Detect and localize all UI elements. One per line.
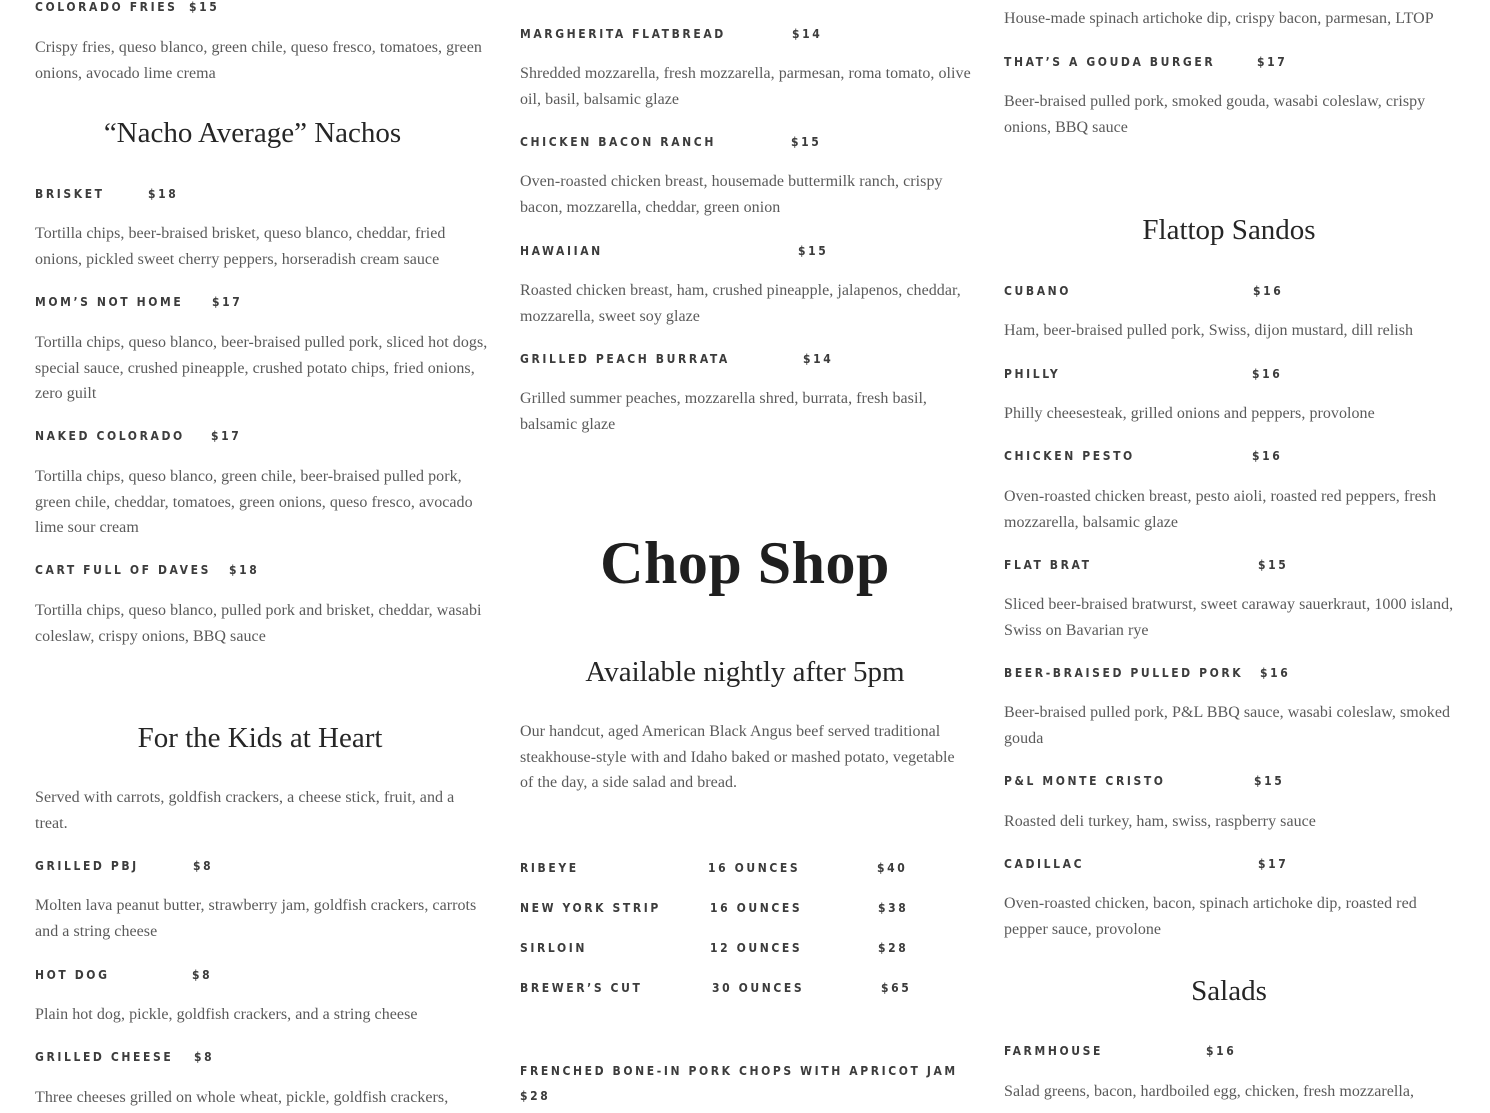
item-description: Oven-roasted chicken breast, housemade buttermilk ranch, crispy bacon, mozzarella, cheddar, green onion <box>520 173 943 216</box>
item-description: Grilled summer peaches, mozzarella shred, burrata, fresh basil, balsamic glaze <box>520 390 927 433</box>
item-name: GRILLED PEACH BURRATA <box>520 352 730 366</box>
item-price: $17 <box>211 429 242 443</box>
item-name: FRENCHED BONE-IN PORK CHOPS WITH APRICOT JAM <box>520 1064 958 1078</box>
item-name: CART FULL OF DAVES <box>35 563 211 577</box>
steak-name: RIBEYE <box>520 861 579 875</box>
section-heading-salads: Salads <box>1191 975 1267 1007</box>
item-name: NAKED COLORADO <box>35 429 185 443</box>
item-description: Molten lava peanut butter, strawberry jam, goldfish crackers, carrots and a string cheese <box>35 897 477 940</box>
item-price: $14 <box>803 352 834 366</box>
item-price: $15 <box>791 135 822 149</box>
item-description: Oven-roasted chicken breast, pesto aioli, roasted red peppers, fresh mozzarella, balsamic glaze <box>1004 488 1437 531</box>
item-price: $17 <box>212 295 243 309</box>
item-price: $15 <box>1258 558 1289 572</box>
item-description: Roasted deli turkey, ham, swiss, raspberry sauce <box>1004 813 1316 830</box>
item-name: CHICKEN PESTO <box>1004 449 1135 463</box>
item-description: House-made spinach artichoke dip, crispy bacon, parmesan, LTOP <box>1004 10 1434 27</box>
item-description: Tortilla chips, beer-braised brisket, queso blanco, cheddar, fried onions, pickled sweet cherry peppers, horseradish cream sauce <box>35 225 446 268</box>
item-price: $15 <box>189 0 220 14</box>
item-description: Salad greens, bacon, hardboiled egg, chicken, fresh mozzarella, <box>1004 1083 1415 1100</box>
item-description: Shredded mozzarella, fresh mozzarella, parmesan, roma tomato, olive oil, basil, balsamic glaze <box>520 65 971 108</box>
item-price: $17 <box>1258 857 1289 871</box>
section-heading-nachos: “Nacho Average” Nachos <box>103 117 402 149</box>
item-price: $28 <box>520 1089 551 1103</box>
item-name: BEER-BRAISED PULLED PORK <box>1004 666 1244 680</box>
item-price: $18 <box>229 563 260 577</box>
item-name: HAWAIIAN <box>520 244 603 258</box>
item-name: GRILLED PBJ <box>35 859 139 873</box>
item-description: Oven-roasted chicken, bacon, spinach artichoke dip, roasted red pepper sauce, provolone <box>1004 895 1417 938</box>
item-price: $16 <box>1252 367 1283 381</box>
item-name: P&L MONTE CRISTO <box>1004 774 1166 788</box>
section-heading-kids: For the Kids at Heart <box>137 722 383 754</box>
item-description: Tortilla chips, queso blanco, beer-braised pulled pork, sliced hot dogs, special sauce, crushed pineapple, crushed potato chips, fried onions, zero guilt <box>35 334 488 403</box>
item-description: Tortilla chips, queso blanco, pulled pork and brisket, cheddar, wasabi coleslaw, crispy onions, BBQ sauce <box>35 602 482 645</box>
section-heading-flattop-sandos: Flattop Sandos <box>1142 214 1316 246</box>
item-description: Tortilla chips, queso blanco, green chile, beer-braised pulled pork, green chile, cheddar, tomatoes, green onions, queso fresco, avocado lime sour cream <box>35 468 473 537</box>
item-price: $16 <box>1253 284 1284 298</box>
item-description: Sliced beer-braised bratwurst, sweet caraway sauerkraut, 1000 island, Swiss on Bavarian rye <box>1004 596 1454 639</box>
item-name: THAT’S A GOUDA BURGER <box>1004 55 1216 69</box>
item-price: $8 <box>193 859 214 873</box>
item-price: $15 <box>798 244 829 258</box>
steak-price: $28 <box>878 941 909 955</box>
item-description: Plain hot dog, pickle, goldfish crackers, and a string cheese <box>35 1006 418 1023</box>
item-name: GRILLED CHEESE <box>35 1050 174 1064</box>
item-description: Philly cheesesteak, grilled onions and peppers, provolone <box>1004 405 1375 422</box>
section-intro-kids: Served with carrots, goldfish crackers, a cheese stick, fruit, and a treat. <box>35 789 455 832</box>
item-name: COLORADO FRIES <box>35 0 178 14</box>
item-name: MARGHERITA FLATBREAD <box>520 27 726 41</box>
steak-price: $40 <box>877 861 908 875</box>
item-price: $15 <box>1254 774 1285 788</box>
steak-size: 30 OUNCES <box>712 981 805 995</box>
section-intro-chop-shop: Our handcut, aged American Black Angus beef served traditional steakhouse-style with and Idaho baked or mashed potato, vegetable of the day, a side salad and bread. <box>520 723 955 792</box>
item-name: CHICKEN BACON RANCH <box>520 135 716 149</box>
item-description: Roasted chicken breast, ham, crushed pineapple, jalapenos, cheddar, mozzarella, sweet soy glaze <box>520 282 961 325</box>
item-price: $16 <box>1252 449 1283 463</box>
item-price: $16 <box>1206 1044 1237 1058</box>
item-name: HOT DOG <box>35 968 110 982</box>
item-name: PHILLY <box>1004 367 1061 381</box>
item-description: Crispy fries, queso blanco, green chile, queso fresco, tomatoes, green onions, avocado lime crema <box>35 39 482 82</box>
item-price: $16 <box>1260 666 1291 680</box>
section-title-chop-shop: Chop Shop <box>600 530 890 596</box>
steak-price: $65 <box>881 981 912 995</box>
item-name: BRISKET <box>35 187 105 201</box>
item-price: $18 <box>148 187 179 201</box>
item-description: Beer-braised pulled pork, smoked gouda, wasabi coleslaw, crispy onions, BBQ sauce <box>1004 93 1426 136</box>
item-description: Ham, beer-braised pulled pork, Swiss, dijon mustard, dill relish <box>1004 322 1414 339</box>
item-description: Three cheeses grilled on whole wheat, pickle, goldfish crackers, <box>35 1089 449 1106</box>
item-price: $17 <box>1257 55 1288 69</box>
item-price: $14 <box>792 27 823 41</box>
item-name: FARMHOUSE <box>1004 1044 1103 1058</box>
steak-size: 16 OUNCES <box>708 861 801 875</box>
steak-price: $38 <box>878 901 909 915</box>
steak-name: BREWER’S CUT <box>520 981 643 995</box>
item-name: CUBANO <box>1004 284 1072 298</box>
steak-size: 12 OUNCES <box>710 941 803 955</box>
item-name: CADILLAC <box>1004 857 1085 871</box>
item-description: Beer-braised pulled pork, P&L BBQ sauce, wasabi coleslaw, smoked gouda <box>1004 704 1451 747</box>
item-price: $8 <box>192 968 213 982</box>
steak-size: 16 OUNCES <box>710 901 803 915</box>
section-subtitle-chop-shop: Available nightly after 5pm <box>585 656 905 688</box>
steak-name: NEW YORK STRIP <box>520 901 661 915</box>
item-name: MOM’S NOT HOME <box>35 295 184 309</box>
steak-name: SIRLOIN <box>520 941 587 955</box>
item-name: FLAT BRAT <box>1004 558 1092 572</box>
item-price: $8 <box>194 1050 215 1064</box>
